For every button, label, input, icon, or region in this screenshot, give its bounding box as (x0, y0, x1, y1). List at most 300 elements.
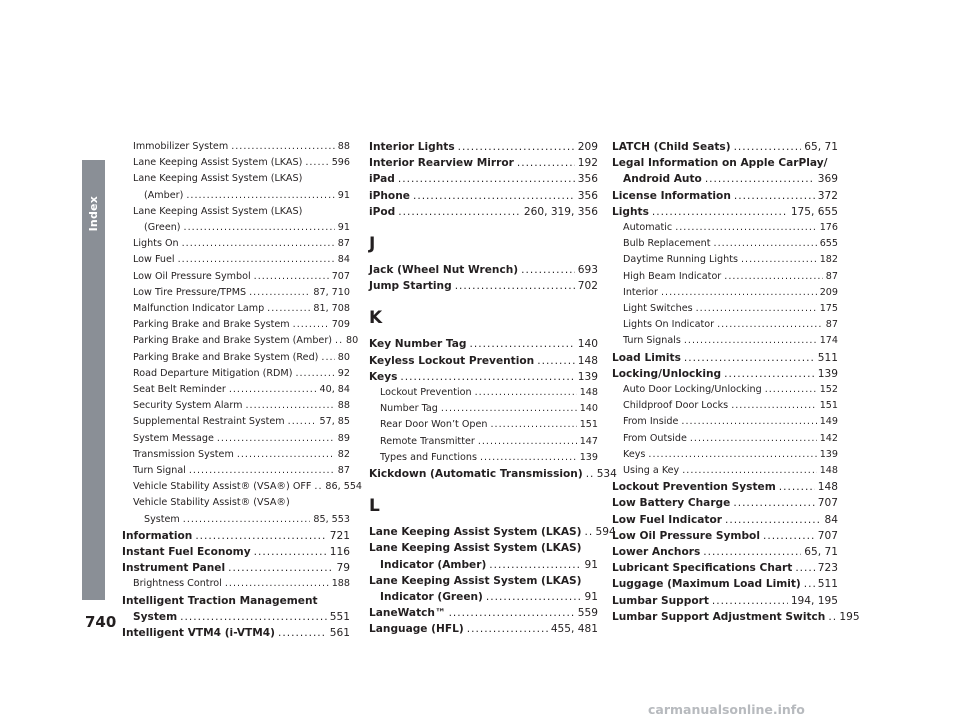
index-subentry[interactable] (122, 188, 350, 204)
index-term: Supplemental Restraint System (133, 416, 285, 428)
index-entry[interactable] (612, 188, 838, 204)
page-references[interactable]: 148 (579, 387, 598, 399)
dot-leader (180, 609, 327, 625)
page-references[interactable]: 87 (337, 465, 350, 477)
index-term: Parking Brake and Brake System (133, 319, 290, 331)
page-references[interactable]: 140 (579, 403, 598, 415)
index-entry (369, 540, 598, 556)
dot-leader (413, 188, 575, 204)
page-references[interactable]: 91 (584, 558, 598, 571)
index-term: Daytime Running Lights (623, 254, 738, 266)
index-term: Brightness Control (133, 578, 222, 590)
dot-leader (295, 366, 334, 382)
index-term: Lane Keeping Assist System (LKAS) (369, 574, 582, 587)
index-subentry[interactable] (122, 414, 350, 430)
dot-leader (734, 188, 815, 204)
index-subentry[interactable] (612, 220, 838, 236)
dot-leader (288, 414, 317, 430)
page-references[interactable]: 82 (337, 448, 350, 460)
page-references[interactable]: 655 (819, 238, 838, 250)
index-side-tab-label (82, 160, 105, 600)
page-references[interactable]: 551 (329, 610, 350, 623)
index-entry[interactable] (122, 560, 350, 576)
index-subentry[interactable] (369, 417, 598, 433)
index-term: Number Tag (380, 403, 438, 415)
dot-leader (705, 171, 815, 187)
index-subentry[interactable] (122, 576, 350, 592)
page-references[interactable]: 88 (337, 141, 350, 152)
index-term: Low Tire Pressure/TPMS (133, 286, 247, 298)
index-term: Rear Door Won’t Open (380, 419, 488, 431)
dot-leader (733, 495, 814, 511)
page-references[interactable]: 511 (817, 351, 838, 364)
index-entry[interactable] (369, 278, 598, 294)
index-entry[interactable] (612, 171, 838, 187)
page-references[interactable]: 176 (819, 222, 838, 234)
index-subentry[interactable] (369, 385, 598, 401)
dot-leader (682, 463, 816, 479)
dot-leader (254, 269, 329, 285)
index-term: Light Switches (623, 303, 693, 315)
index-entry[interactable] (369, 589, 598, 605)
page-references[interactable]: 65, 71 (804, 141, 838, 153)
dot-leader (648, 447, 816, 463)
index-term: iPad (369, 173, 395, 186)
index-entry[interactable] (612, 512, 838, 528)
index-entry[interactable] (369, 336, 598, 352)
index-subentry[interactable] (122, 350, 350, 366)
index-subentry[interactable] (122, 236, 350, 252)
index-term: Indicator (Amber) (380, 558, 487, 571)
index-term: LATCH (Child Seats) (612, 141, 731, 153)
index-entry (369, 573, 598, 589)
index-term: Lumbar Support Adjustment Switch (612, 610, 826, 623)
index-term: Jack (Wheel Nut Wrench) (369, 264, 519, 277)
page-references[interactable]: 87 (337, 238, 350, 250)
index-term: Lockout Prevention System (612, 481, 776, 494)
index-subentry[interactable] (122, 285, 350, 301)
index-term: Vehicle Stability Assist® (VSA®) OFF (133, 481, 312, 493)
index-subentry[interactable] (122, 139, 350, 155)
index-entry[interactable] (369, 369, 598, 385)
index-entry[interactable] (369, 171, 598, 187)
dot-leader (585, 524, 593, 540)
index-term: Turn Signal (133, 465, 186, 477)
page-references[interactable]: 91 (337, 222, 350, 234)
index-term: Lights On Indicator (623, 319, 715, 331)
page-references[interactable]: 85, 553 (313, 513, 350, 525)
index-entry[interactable] (369, 188, 598, 204)
index-term: Using a Key (623, 465, 680, 477)
index-term: System Message (133, 432, 214, 444)
dot-leader (178, 252, 335, 268)
page-references[interactable]: 151 (819, 400, 838, 412)
dot-leader (449, 605, 575, 621)
index-term: Parking Brake and Brake System (Red) (133, 351, 319, 363)
index-subentry[interactable] (122, 463, 350, 479)
page-references[interactable]: 707 (817, 497, 838, 510)
index-subentry[interactable] (612, 382, 838, 398)
index-subentry[interactable] (122, 301, 350, 317)
index-term: Road Departure Mitigation (RDM) (133, 367, 293, 379)
dot-leader (661, 285, 817, 301)
index-entry[interactable] (612, 495, 838, 511)
index-column-3 (612, 139, 860, 625)
page-references[interactable]: 86, 554 (325, 481, 363, 493)
index-subentry[interactable] (122, 512, 350, 528)
index-subentry[interactable] (612, 414, 838, 430)
index-subentry[interactable] (612, 431, 838, 447)
page-references[interactable]: 192 (577, 157, 598, 170)
index-subentry[interactable] (612, 333, 838, 349)
index-subentry[interactable] (612, 463, 838, 479)
page-references[interactable]: 139 (579, 451, 598, 463)
page-references[interactable]: 693 (577, 264, 598, 277)
page-references[interactable]: 707 (817, 529, 838, 542)
index-term: Immobilizer System (133, 141, 229, 152)
index-entry[interactable] (369, 557, 598, 573)
index-term: (Amber) (144, 189, 184, 201)
dot-leader (441, 401, 577, 417)
page-references[interactable]: 723 (817, 562, 838, 575)
dot-leader (217, 431, 335, 447)
dot-leader (186, 188, 334, 204)
page-references[interactable]: 81, 708 (313, 303, 350, 315)
page-references[interactable]: 147 (579, 435, 598, 447)
index-term: License Information (612, 189, 731, 202)
index-subentry[interactable] (612, 285, 838, 301)
page-references[interactable]: 91 (584, 591, 598, 604)
dot-leader (586, 466, 594, 482)
dot-leader (267, 301, 310, 317)
page-references[interactable]: 142 (819, 432, 838, 444)
page-references[interactable]: 139 (577, 370, 598, 383)
index-term: Keyless Lockout Prevention (369, 354, 535, 367)
index-subentry (122, 495, 350, 511)
index-entry[interactable] (122, 544, 350, 560)
dot-leader (734, 139, 802, 155)
index-subentry[interactable] (612, 447, 838, 463)
page-references[interactable]: 88 (337, 400, 350, 412)
index-entry[interactable] (612, 479, 838, 495)
dot-leader (249, 285, 310, 301)
dot-leader (763, 528, 815, 544)
dot-leader (467, 621, 548, 637)
dot-leader (458, 139, 575, 155)
index-term: Transmission System (133, 448, 234, 460)
index-subentry[interactable] (122, 317, 350, 333)
dot-leader (228, 560, 333, 576)
index-term: From Outside (623, 432, 687, 444)
page-references[interactable]: 139 (817, 367, 838, 380)
dot-leader (684, 333, 817, 349)
page-references[interactable]: 455, 481 (550, 623, 598, 636)
index-term: Jump Starting (369, 280, 452, 293)
dot-leader (237, 447, 335, 463)
index-subentry[interactable] (369, 401, 598, 417)
index-subentry[interactable] (369, 450, 598, 466)
index-term: Automatic (623, 222, 673, 234)
dot-leader (741, 252, 817, 268)
index-entry[interactable] (369, 262, 598, 278)
dot-leader (278, 625, 327, 641)
index-entry[interactable] (369, 204, 598, 220)
page-references[interactable]: 182 (819, 254, 838, 266)
index-term: Seat Belt Reminder (133, 384, 226, 396)
index-term: LaneWatch™ (369, 607, 446, 620)
index-subentry[interactable] (612, 398, 838, 414)
page-references[interactable]: 151 (579, 419, 598, 431)
index-subentry[interactable] (122, 333, 359, 349)
dot-leader (486, 589, 582, 605)
page-references[interactable]: 559 (577, 607, 598, 620)
dot-leader (725, 512, 822, 528)
dot-leader (314, 479, 322, 495)
index-subentry[interactable] (612, 236, 838, 252)
index-term: Turn Signals (623, 335, 681, 347)
index-subentry[interactable] (369, 434, 598, 450)
page-references[interactable]: 139 (819, 448, 838, 460)
index-column-1 (122, 139, 363, 641)
dot-leader (254, 544, 327, 560)
index-term: Lane Keeping Assist System (LKAS) (133, 157, 303, 169)
index-term: Legal Information on Apple CarPlay/ (612, 157, 828, 170)
page-references[interactable]: 369 (817, 173, 838, 186)
index-term: Interior (623, 286, 658, 298)
page-references[interactable]: 148 (819, 465, 838, 477)
index-term: Android Auto (623, 173, 702, 186)
index-entry[interactable] (612, 366, 838, 382)
index-term: Instant Fuel Economy (122, 546, 251, 559)
dot-leader (675, 220, 816, 236)
page-references[interactable]: 89 (337, 432, 350, 444)
dot-leader (470, 336, 575, 352)
index-term: Keys (623, 448, 646, 460)
page-references[interactable]: 92 (337, 367, 350, 379)
dot-leader (537, 353, 575, 369)
index-term: Lights On (133, 238, 179, 250)
index-subentry[interactable] (122, 366, 350, 382)
index-term: Information (122, 529, 193, 542)
side-tab-text: Index (87, 196, 100, 232)
dot-leader (491, 417, 577, 433)
index-term: Intelligent VTM4 (i-VTM4) (122, 627, 275, 640)
page-references[interactable]: 91 (337, 189, 350, 201)
index-entry[interactable] (612, 139, 838, 155)
page-references[interactable]: 534 (596, 468, 617, 481)
page-references[interactable]: 40, 84 (319, 384, 350, 396)
page-references[interactable]: 152 (819, 384, 838, 396)
index-term: Lane Keeping Assist System (LKAS) (369, 542, 582, 555)
index-entry[interactable] (122, 528, 350, 544)
index-term: Types and Functions (380, 451, 477, 463)
index-term: Low Oil Pressure Symbol (133, 270, 251, 282)
index-entry[interactable] (369, 524, 616, 540)
index-term: High Beam Indicator (623, 270, 722, 282)
dot-leader (731, 398, 817, 414)
index-term: Interior Lights (369, 141, 455, 153)
index-term: Lockout Prevention (380, 387, 472, 399)
index-term: System (144, 513, 180, 525)
page-references[interactable]: 148 (817, 481, 838, 494)
dot-leader (724, 269, 823, 285)
index-letter-heading: J (369, 234, 376, 255)
index-subentry[interactable] (612, 269, 838, 285)
index-entry[interactable] (612, 528, 838, 544)
page-references[interactable]: 80 (337, 351, 350, 363)
index-term: Language (HFL) (369, 623, 464, 636)
dot-leader (335, 333, 343, 349)
index-term: Security System Alarm (133, 400, 243, 412)
dot-leader (400, 369, 574, 385)
index-entry[interactable] (122, 609, 350, 625)
index-term: Lane Keeping Assist System (LKAS) (133, 205, 303, 217)
page-references[interactable]: 140 (577, 338, 598, 351)
index-entry[interactable] (369, 155, 598, 171)
dot-leader (480, 450, 577, 466)
index-entry[interactable] (369, 353, 598, 369)
index-subentry[interactable] (122, 252, 350, 268)
index-term: Parking Brake and Brake System (Amber) (133, 335, 333, 347)
index-term: Indicator (Green) (380, 591, 483, 604)
index-subentry[interactable] (612, 301, 838, 317)
dot-leader (712, 593, 788, 609)
page-references[interactable]: 260, 319, 356 (523, 205, 598, 218)
index-subentry[interactable] (612, 252, 838, 268)
index-entry[interactable] (612, 204, 838, 220)
dot-leader (246, 398, 335, 414)
index-term: Keys (369, 370, 398, 383)
index-term: Low Battery Charge (612, 497, 731, 510)
page-references[interactable]: 372 (817, 189, 838, 202)
index-term: iPhone (369, 189, 410, 202)
dot-leader (305, 155, 328, 171)
page-references[interactable]: 195 (839, 610, 860, 623)
dot-leader (652, 204, 788, 220)
page-references[interactable]: 356 (577, 189, 598, 202)
index-term: Low Fuel (133, 254, 175, 266)
index-term: Auto Door Locking/Unlocking (623, 384, 762, 396)
index-subentry[interactable] (122, 382, 350, 398)
page-references[interactable]: 702 (577, 280, 598, 293)
page-references[interactable]: 148 (577, 354, 598, 367)
index-subentry[interactable] (612, 317, 838, 333)
index-subentry[interactable] (122, 155, 350, 171)
index-entry[interactable] (369, 621, 598, 637)
page-references[interactable]: 87 (825, 270, 838, 282)
page-references[interactable]: 596 (331, 157, 350, 169)
dot-leader (478, 434, 577, 450)
index-subentry[interactable] (122, 479, 363, 495)
page-references[interactable]: 511 (817, 578, 838, 591)
index-subentry[interactable] (122, 398, 350, 414)
index-entry[interactable] (369, 139, 598, 155)
index-term: Lower Anchors (612, 546, 701, 559)
index-entry[interactable] (122, 625, 350, 641)
page-references[interactable]: 175 (819, 303, 838, 315)
page-references[interactable]: 721 (329, 529, 350, 542)
index-subentry (122, 204, 350, 220)
index-entry[interactable] (612, 560, 838, 576)
page-references[interactable]: 209 (819, 286, 838, 298)
index-term: (Green) (144, 222, 181, 234)
page-references[interactable]: 116 (329, 546, 350, 559)
index-term: Kickdown (Automatic Transmission) (369, 468, 583, 481)
index-subentry[interactable] (122, 269, 350, 285)
page-references[interactable]: 707 (331, 270, 350, 282)
page-references[interactable]: 57, 85 (319, 416, 350, 428)
index-term: iPod (369, 205, 396, 218)
page-references[interactable]: 84 (824, 513, 838, 526)
index-letter-heading: L (369, 496, 380, 517)
dot-leader (184, 220, 335, 236)
page-references[interactable]: 84 (337, 254, 350, 266)
page-references[interactable]: 149 (819, 416, 838, 428)
index-subentry[interactable] (122, 220, 350, 236)
index-entry[interactable] (369, 605, 598, 621)
index-entry[interactable] (612, 576, 838, 592)
page-references[interactable]: 594 (595, 526, 616, 539)
dot-leader (717, 317, 823, 333)
index-entry (612, 155, 838, 171)
page-references[interactable]: 175, 655 (790, 205, 838, 218)
index-term: Low Fuel Indicator (612, 513, 722, 526)
page-references[interactable]: 188 (331, 578, 350, 590)
page-references[interactable]: 65, 71 (804, 546, 838, 559)
index-entry[interactable] (612, 544, 838, 560)
index-term: System (133, 610, 178, 623)
page-references[interactable]: 87, 710 (313, 286, 350, 298)
dot-leader (183, 512, 311, 528)
dot-leader (765, 382, 817, 398)
index-entry[interactable] (612, 593, 838, 609)
page-references[interactable]: 87 (825, 319, 838, 331)
page-references[interactable]: 561 (329, 627, 350, 640)
index-entry[interactable] (369, 466, 617, 482)
dot-leader (229, 382, 317, 398)
page-references[interactable]: 209 (577, 141, 598, 153)
index-term: Childproof Door Locks (623, 400, 729, 412)
dot-leader (189, 463, 335, 479)
page-references[interactable]: 194, 195 (790, 594, 838, 607)
dot-leader (828, 609, 836, 625)
index-term: Load Limits (612, 351, 681, 364)
page-references[interactable]: 79 (336, 562, 350, 575)
dot-leader (779, 479, 815, 495)
index-term: Lumbar Support (612, 594, 709, 607)
page-references[interactable]: 356 (577, 173, 598, 186)
index-subentry[interactable] (122, 447, 350, 463)
dot-leader (517, 155, 575, 171)
index-column-2 (369, 139, 617, 638)
index-subentry[interactable] (122, 431, 350, 447)
index-term: Lubricant Specifications Chart (612, 562, 793, 575)
page-references[interactable]: 174 (819, 335, 838, 347)
dot-leader (293, 317, 329, 333)
page-references[interactable]: 709 (331, 319, 350, 331)
index-term: Intelligent Traction Management (122, 594, 318, 607)
dot-leader (231, 139, 335, 155)
index-term: From Inside (623, 416, 679, 428)
dot-leader (455, 278, 575, 294)
page-references[interactable]: 80 (346, 335, 359, 347)
index-entry[interactable] (612, 609, 860, 625)
index-term: Vehicle Stability Assist® (VSA®) (133, 497, 290, 509)
index-entry[interactable] (612, 350, 838, 366)
dot-leader (681, 414, 816, 430)
dot-leader (795, 560, 814, 576)
index-entry (122, 593, 350, 609)
